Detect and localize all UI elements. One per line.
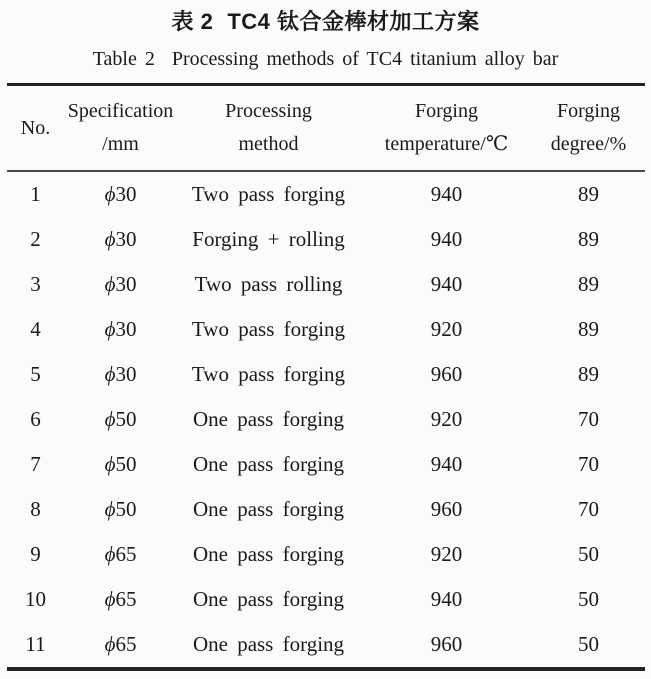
cell-forging-degree: 89	[578, 362, 599, 386]
processing-methods-table	[7, 83, 645, 671]
table-title-english-text: Processing methods of TC4 titanium alloy bar	[171, 48, 559, 70]
column-header-forging-degree: Forging degree/%	[533, 85, 645, 172]
cell-processing-method: Two pass forging	[191, 182, 346, 206]
cell-forging-temperature: 940	[430, 272, 463, 296]
cell-forging-temperature: 960	[430, 632, 463, 656]
cell-processing-method: One pass forging	[192, 587, 345, 611]
column-header-processing-method: Processing method	[177, 85, 361, 172]
table-row	[7, 532, 645, 577]
table-row	[7, 171, 645, 217]
cell-no: 6	[30, 407, 41, 431]
table-title-chinese-text: TC4 钛合金棒材加工方案	[227, 9, 480, 34]
table-row	[7, 442, 645, 487]
cell-processing-method: Two pass rolling	[194, 272, 343, 296]
cell-processing-method: One pass forging	[192, 497, 345, 521]
cell-processing-method: One pass forging	[192, 632, 345, 656]
table-row	[7, 217, 645, 262]
cell-forging-degree: 70	[578, 497, 599, 521]
table-row	[7, 307, 645, 352]
cell-no: 4	[30, 317, 41, 341]
table-title-english	[0, 46, 651, 72]
table-row	[7, 487, 645, 532]
cell-forging-temperature: 940	[430, 452, 463, 476]
cell-forging-degree: 70	[578, 452, 599, 476]
cell-specification: ϕ50	[104, 452, 137, 476]
table-number-english: Table 2	[92, 48, 155, 70]
table-header-row	[7, 85, 645, 172]
cell-forging-temperature: 940	[430, 182, 463, 206]
cell-no: 5	[30, 362, 41, 386]
cell-processing-method: One pass forging	[192, 452, 345, 476]
cell-processing-method: One pass forging	[192, 407, 345, 431]
cell-specification: ϕ30	[104, 182, 137, 206]
cell-specification: ϕ30	[104, 362, 137, 386]
cell-specification: ϕ30	[104, 227, 137, 251]
cell-forging-temperature: 940	[430, 227, 463, 251]
table-row	[7, 397, 645, 442]
cell-no: 8	[30, 497, 41, 521]
table-title-chinese	[0, 7, 651, 37]
cell-no: 7	[30, 452, 41, 476]
cell-forging-degree: 89	[578, 182, 599, 206]
cell-forging-degree: 50	[578, 632, 599, 656]
column-header-specification: Specification /mm	[65, 85, 177, 172]
cell-no: 10	[25, 587, 46, 611]
cell-no: 9	[30, 542, 41, 566]
table-row	[7, 622, 645, 669]
cell-specification: ϕ30	[104, 272, 137, 296]
column-header-no: No.	[7, 85, 65, 172]
cell-specification: ϕ65	[104, 542, 137, 566]
cell-forging-degree: 70	[578, 407, 599, 431]
cell-forging-degree: 89	[578, 317, 599, 341]
cell-forging-degree: 89	[578, 227, 599, 251]
cell-forging-temperature: 960	[430, 362, 463, 386]
cell-processing-method: One pass forging	[192, 542, 345, 566]
cell-forging-degree: 89	[578, 272, 599, 296]
cell-forging-temperature: 920	[430, 317, 463, 341]
table-row	[7, 352, 645, 397]
cell-processing-method: Two pass forging	[191, 362, 346, 386]
column-header-forging-temperature: Forging temperature/℃	[361, 85, 533, 172]
cell-specification: ϕ30	[104, 317, 137, 341]
cell-forging-temperature: 920	[430, 407, 463, 431]
table-row	[7, 262, 645, 307]
cell-forging-temperature: 960	[430, 497, 463, 521]
table-row	[7, 577, 645, 622]
cell-processing-method: Forging + rolling	[192, 227, 345, 251]
cell-specification: ϕ65	[104, 587, 137, 611]
cell-processing-method: Two pass forging	[191, 317, 346, 341]
cell-no: 1	[30, 182, 41, 206]
cell-specification: ϕ65	[104, 632, 137, 656]
cell-specification: ϕ50	[104, 497, 137, 521]
cell-forging-degree: 50	[578, 542, 599, 566]
cell-specification: ϕ50	[104, 407, 137, 431]
cell-no: 2	[30, 227, 41, 251]
cell-forging-temperature: 940	[430, 587, 463, 611]
cell-forging-degree: 50	[578, 587, 599, 611]
table-number-chinese: 表 2	[171, 9, 214, 34]
cell-no: 3	[30, 272, 41, 296]
cell-forging-temperature: 920	[430, 542, 463, 566]
cell-no: 11	[25, 632, 46, 656]
